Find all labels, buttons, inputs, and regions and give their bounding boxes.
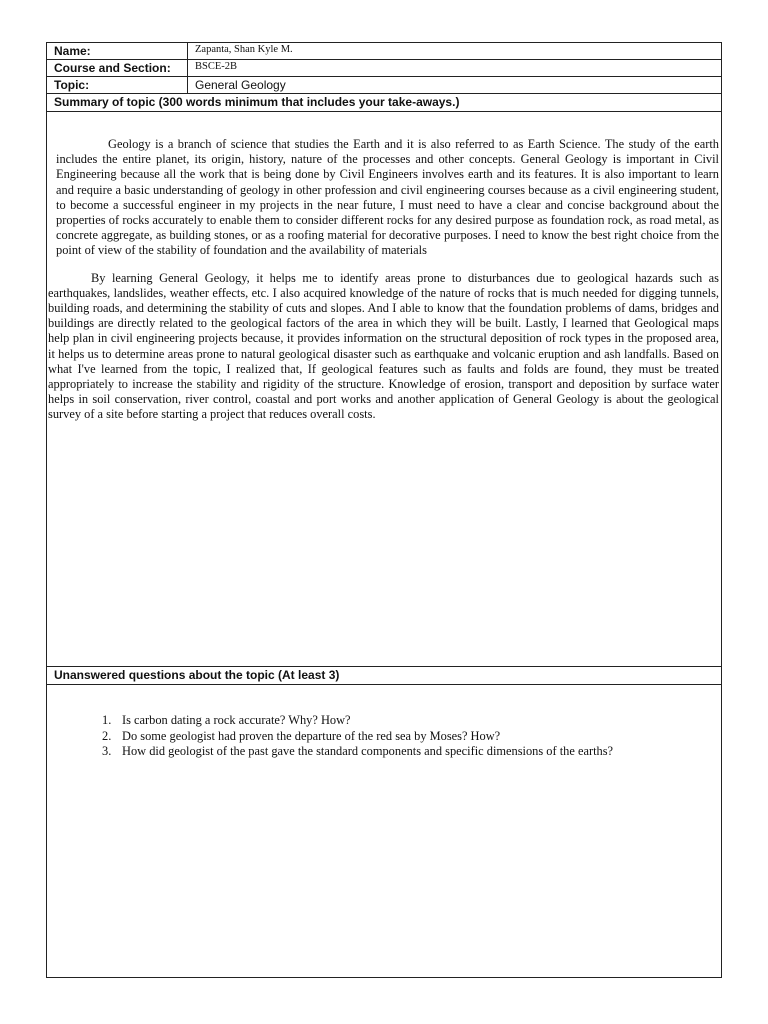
question-number: 2. — [102, 728, 112, 743]
summary-paragraph: By learning General Geology, it helps me to identify areas prone to disturbances due to geological hazards such as earthquakes, landslides, weather effects, etc. I also acquired knowledge of the nature of rocks that is much needed for digging tunnels, building roads, and determining the stability of cuts and slopes. And I able to know that the foundation problems of dams, bridges and buildings are directly related to the geological factors of the area in which they will be built. Lastly, I learned that Geological maps help plan in civil engineering projects because, it provides information on the structural deposition of rock types in the proposed area, it helps us to determine areas prone to natural geological disaster such as earthquake and volcanic eruption and ash landfalls. Based on what I've learned from the topic, I realized that, If geological features such as faults and folds are found, they must be treated appropriately to increase the stability and rigidity of the structure. Knowledge of erosion, transport and deposition by surface water helps in soil conservation, river control, coastal and port works and another application of General Geology is about the geological survey of a site before starting a project that reduces overall costs. — [48, 270, 719, 422]
list-item — [102, 713, 721, 729]
name-row — [47, 43, 721, 60]
worksheet-table — [46, 42, 722, 978]
name-label: Name: — [47, 43, 188, 59]
topic-label: Topic: — [47, 77, 188, 93]
list-item — [102, 729, 721, 745]
questions-list — [47, 713, 721, 760]
section-row — [47, 60, 721, 77]
topic-value: General Geology — [195, 78, 286, 92]
summary-body — [47, 127, 721, 667]
question-text: Do some geologist had proven the departure of the red sea by Moses? How? — [122, 728, 501, 743]
question-number: 1. — [102, 713, 112, 727]
question-number: 3. — [102, 744, 112, 758]
section-label: Course and Section: — [47, 60, 188, 76]
question-text: Is carbon dating a rock accurate? Why? How? — [122, 713, 351, 727]
topic-row — [47, 77, 721, 94]
summary-paragraph: Geology is a branch of science that studies the Earth and it is also referred to as Earth Science. The study of the earth includes the entire planet, its origin, history, nature of the processes and other concepts. General Geology is important in Civil Engineering because all the work that is being done by Civil Engineers involves earth and its features. It is also important to learn and require a basic understanding of geology in other profession and civil engineering courses because as a civil engineering student, to become a successful engineer in my projects in the near future, I must need to have a clear and concise background about the properties of rocks accurately to enable them to consider different rocks for any desired purpose as foundation rock, as road metal, as concrete aggregate, as building stones, or as a roofing material for decorative purposes. I need to know the best right choice from the point of view of the stability of foundation and the availability of materials — [56, 137, 719, 258]
name-value: Zapanta, Shan Kyle M. — [195, 44, 293, 55]
summary-heading: Summary of topic (300 words minimum that includes your take-aways.) — [47, 94, 721, 112]
question-text: How did geologist of the past gave the standard components and specific dimensions of the earths? — [122, 744, 614, 758]
questions-body — [47, 684, 721, 760]
section-value: BSCE-2B — [195, 61, 238, 72]
list-item — [102, 744, 721, 760]
questions-heading: Unanswered questions about the topic (At least 3) — [47, 667, 721, 685]
